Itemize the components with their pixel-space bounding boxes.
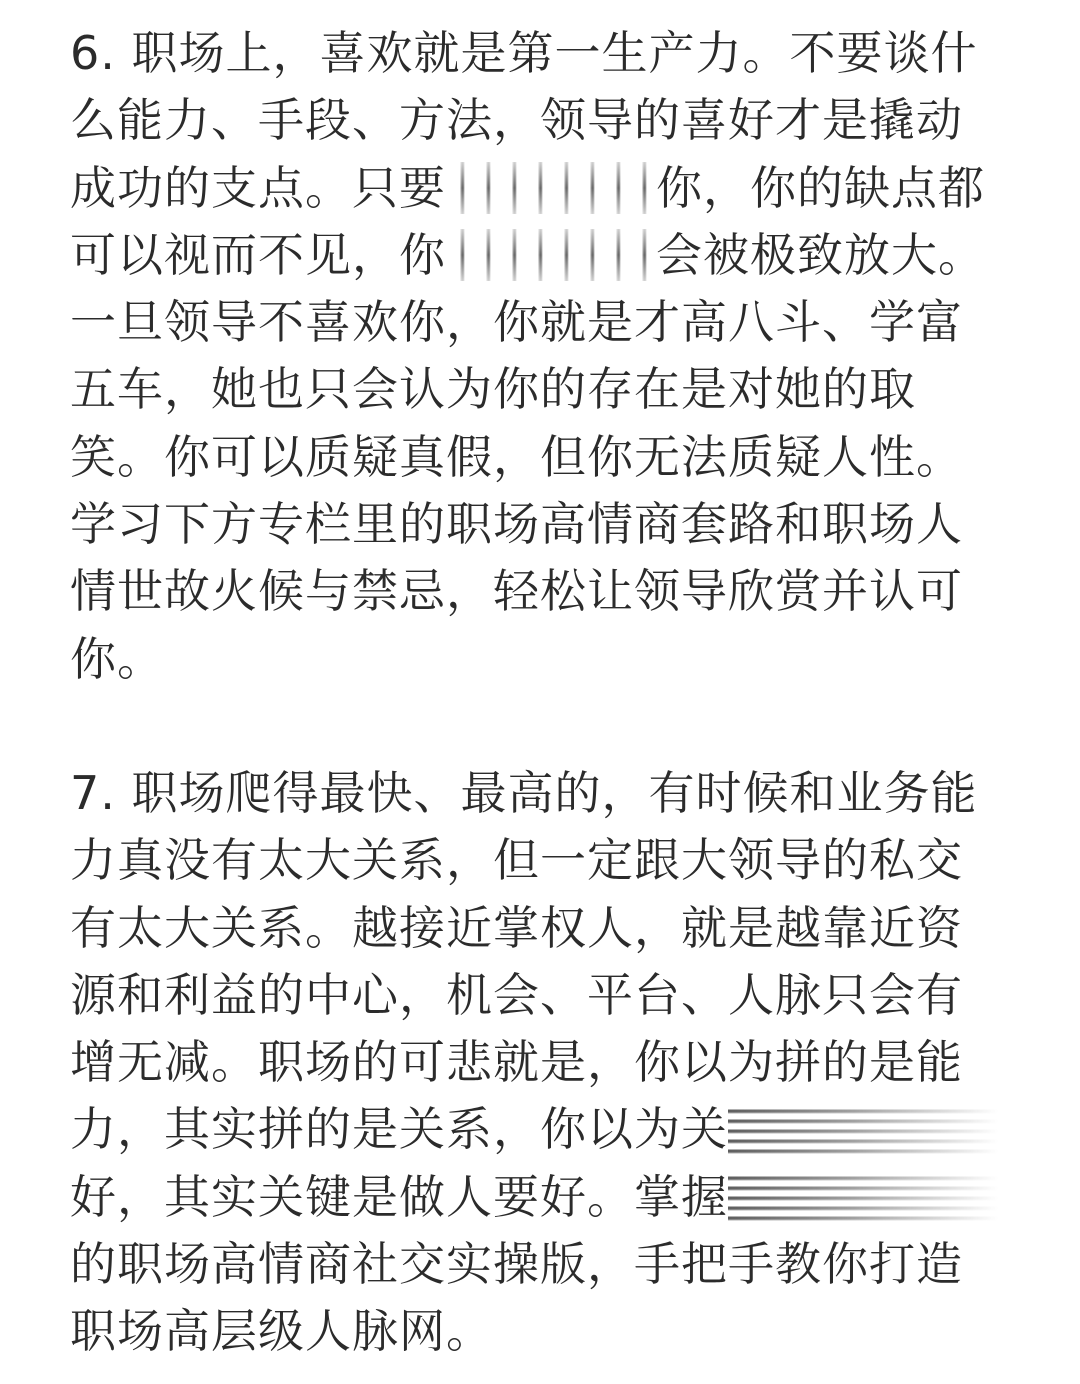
- text-line: 增无减。职场的可悲就是，你以为拼的是能: [70, 1035, 963, 1090]
- redaction-blur: [446, 229, 656, 281]
- redaction-blur: [728, 1104, 998, 1156]
- text-segment: 你，你的缺点都: [656, 160, 985, 215]
- text-line: 职场高层级人脉网。: [70, 1304, 493, 1359]
- text-line: 五车，她也只会认为你的存在是对她的取: [70, 362, 916, 417]
- text-line: 情世故火候与禁忌，轻松让领导欣赏并认可: [70, 564, 963, 619]
- text-line: 源和利益的中心，机会、平台、人脉只会有: [70, 967, 963, 1022]
- text-line: 一旦领导不喜欢你，你就是才高八斗、学富: [70, 295, 963, 350]
- text-line: 7. 职场爬得最快、最高的，有时候和业务能: [70, 766, 978, 820]
- text-line: [70, 1096, 1010, 1163]
- text-line: 有太大关系。越接近掌权人，就是越靠近资: [70, 900, 963, 955]
- text-line: 么能力、手段、方法，领导的喜好才是撬动: [70, 93, 963, 148]
- text-line: 6. 职场上，喜欢就是第一生产力。不要谈什: [70, 26, 978, 80]
- text-line: [70, 155, 1010, 222]
- text-segment: 成功的支点。只要: [70, 160, 446, 215]
- text-line: [70, 1164, 1010, 1231]
- redaction-blur: [446, 162, 656, 214]
- text-line: 力真没有太大关系，但一定跟大领导的私交: [70, 833, 963, 888]
- text-segment: 会被极致放大。: [656, 227, 985, 282]
- paragraph-item-6: [70, 20, 1010, 693]
- text-segment: 可以视而不见，你: [70, 227, 446, 282]
- text-segment: 力，其实拼的是关系，你以为关: [70, 1102, 728, 1157]
- text-line: [70, 222, 1010, 289]
- text-segment: 好，其实关键是做人要好。掌握: [70, 1169, 728, 1224]
- text-line: 你。: [70, 631, 164, 686]
- text-line: 的职场高情商社交实操版，手把手教你打造: [70, 1237, 963, 1292]
- text-line: 笑。你可以质疑真假，但你无法质疑人性。: [70, 429, 963, 484]
- text-line: 学习下方专栏里的职场高情商套路和职场人: [70, 497, 963, 552]
- redaction-blur: [728, 1171, 998, 1223]
- paragraph-item-7: [70, 760, 1010, 1366]
